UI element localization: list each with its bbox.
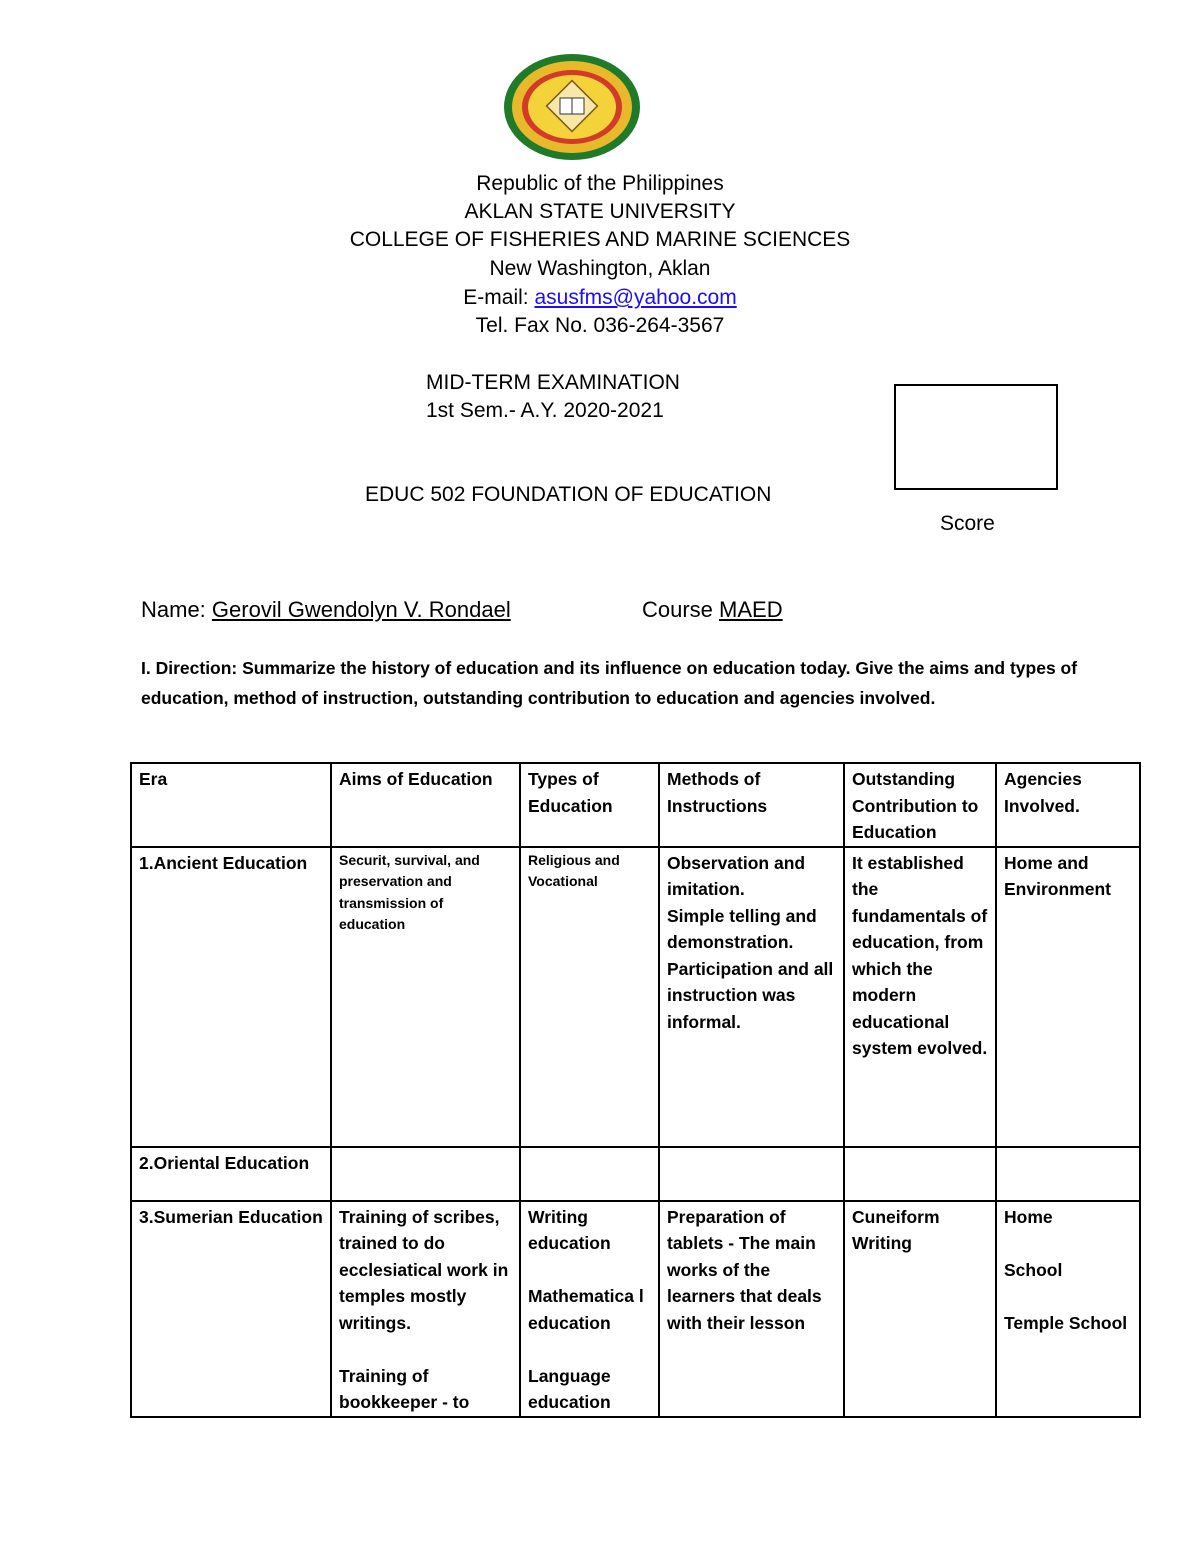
header-contribution: Outstanding Contribution to Education <box>844 763 996 847</box>
table-header-row <box>131 763 1140 847</box>
cell-contribution <box>844 1147 996 1201</box>
cell-era: 3.Sumerian Education <box>131 1201 331 1417</box>
cell-methods: Observation and imitation. Simple telling and demonstration. Participation and all instruction was informal. <box>659 847 844 1147</box>
address: New Washington, Aklan <box>489 257 711 280</box>
course-value: MAED <box>719 597 783 622</box>
semester: 1st Sem.- A.Y. 2020-2021 <box>426 399 664 422</box>
tel-fax: Tel. Fax No. 036-264-3567 <box>475 314 725 337</box>
college-name: COLLEGE OF FISHERIES AND MARINE SCIENCES <box>349 228 851 251</box>
email-link[interactable]: asusfms@yahoo.com <box>534 286 737 309</box>
score-label: Score <box>940 512 995 535</box>
cell-types: Religious and Vocational <box>520 847 659 1147</box>
student-name-row <box>141 597 511 623</box>
table-row <box>131 847 1140 1147</box>
table-row <box>131 1147 1140 1201</box>
header-methods: Methods of Instructions <box>659 763 844 847</box>
university-name: AKLAN STATE UNIVERSITY <box>464 200 736 223</box>
cell-era: 2.Oriental Education <box>131 1147 331 1201</box>
cell-agencies: Home and Environment <box>996 847 1140 1147</box>
cell-methods <box>659 1147 844 1201</box>
name-label: Name: <box>141 597 212 622</box>
cell-types <box>520 1147 659 1201</box>
cell-agencies <box>996 1147 1140 1201</box>
cell-methods: Preparation of tablets - The main works of the learners that deals with their lesson <box>659 1201 844 1417</box>
header-agencies: Agencies Involved. <box>996 763 1140 847</box>
university-seal-icon <box>502 52 642 162</box>
cell-aims: Securit, survival, and preservation and transmission of education <box>331 847 520 1147</box>
cell-contribution: It established the fundamentals of education, from which the modern educational system evolved. <box>844 847 996 1147</box>
cell-contribution: Cuneiform Writing <box>844 1201 996 1417</box>
table-row <box>131 1201 1140 1417</box>
exam-title: MID-TERM EXAMINATION <box>426 371 680 394</box>
student-course-row <box>642 597 783 623</box>
cell-aims <box>331 1147 520 1201</box>
cell-types: Writing education Mathematica l education Language education <box>520 1201 659 1417</box>
direction-text: I. Direction: Summarize the history of education and its influence on education today. Give the aims and types of education, method of instruction, outstanding contribution to education and agencies involved. <box>141 658 1078 708</box>
exam-block <box>426 369 680 425</box>
header-aims: Aims of Education <box>331 763 520 847</box>
header-era: Era <box>131 763 331 847</box>
email-line <box>0 284 1200 313</box>
name-value: Gerovil Gwendolyn V. Rondael <box>211 597 511 622</box>
course-title: EDUC 502 FOUNDATION OF EDUCATION <box>365 483 772 506</box>
email-label: E-mail: <box>463 286 535 309</box>
republic-heading: Republic of the Philippines <box>476 172 724 195</box>
header-types: Types of Education <box>520 763 659 847</box>
course-label: Course <box>642 597 720 622</box>
history-table <box>130 762 1141 1418</box>
cell-agencies: Home School Temple School <box>996 1201 1140 1417</box>
cell-aims: Training of scribes, trained to do ecclesiatical work in temples mostly writings. Training of bookkeeper - to <box>331 1201 520 1417</box>
score-box <box>894 384 1058 490</box>
cell-era: 1.Ancient Education <box>131 847 331 1147</box>
